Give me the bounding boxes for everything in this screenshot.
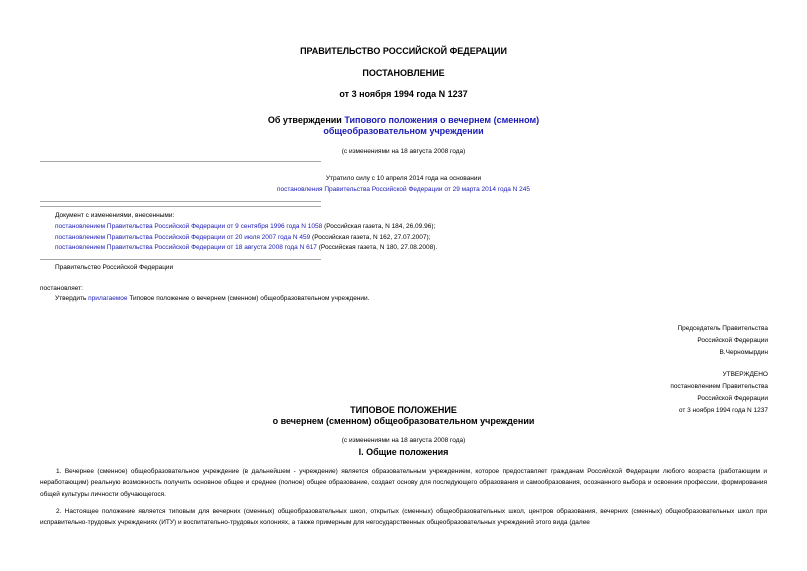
paragraph-1: 1. Вечернее (сменное) общеобразовательное учреждение (в дальнейшем - учреждение) является образовательным учреждением, которое предоставляет гражданам Российской Федерации любого возраста (работающим и неработающим) реальную возможность получить основное общее и среднее (полное) общее образование, создает основу для последующего образования и самообразования, осознанного выбора и освоения профессии, формирования общей культуры личности обучающегося. bbox=[40, 468, 767, 498]
signature-position: Председатель Правительства bbox=[677, 325, 768, 332]
approve-prefix: Утвердить bbox=[55, 295, 89, 302]
expired-basis-link[interactable]: постановления Правительства Российской Федерации от 29 марта 2014 года N 245 bbox=[276, 186, 531, 193]
signature-country: Российской Федерации bbox=[697, 337, 768, 344]
amendment-note: (с изменениями на 18 августа 2008 года) bbox=[341, 148, 466, 155]
amendment-source: (Российская газета, N 180, 27.08.2008). bbox=[316, 244, 438, 251]
title-prefix: Об утверждении bbox=[267, 115, 345, 125]
title-link[interactable]: Типового положения о вечернем (сменном) bbox=[344, 115, 540, 125]
government-heading: ПРАВИТЕЛЬСТВО РОССИЙСКОЙ ФЕДЕРАЦИИ bbox=[300, 46, 507, 56]
divider bbox=[40, 259, 321, 260]
approved-label: УТВЕРЖДЕНО bbox=[722, 371, 768, 378]
paragraph-2: 2. Настоящее положение является типовым для вечерних (сменных) общеобразовательных школ, открытых (сменных) общеобразовательных школ, центров образования, вечерних (сменных) общеобразовательных школ при исправительно-трудовых учреждениях (ИТУ) и воспитательно-трудовых колониях, а также примерным для негосударственных общеобразовательных учреждений этого вида (далее bbox=[40, 508, 767, 527]
document-type: ПОСТАНОВЛЕНИЕ bbox=[362, 68, 445, 78]
title-link-line2[interactable]: общеобразовательном учреждении bbox=[323, 126, 484, 136]
approved-by: постановлением Правительства bbox=[670, 383, 768, 390]
approved-date: от 3 ноября 1994 года N 1237 bbox=[678, 407, 768, 414]
amendment-link[interactable]: постановлением Правительства Российской Федерации от 20 июля 2007 года N 459 bbox=[55, 234, 311, 241]
government-line: Правительство Российской Федерации bbox=[55, 264, 174, 271]
approved-country: Российской Федерации bbox=[697, 395, 768, 402]
amendment-item bbox=[55, 234, 430, 241]
document-title bbox=[0, 115, 807, 125]
amendment-source: (Российская газета, N 162, 27.07.2007); bbox=[310, 234, 431, 241]
amendment-item bbox=[55, 223, 435, 230]
regulation-subtitle: о вечернем (сменном) общеобразовательном учреждении bbox=[272, 416, 535, 426]
decides-line: постановляет: bbox=[40, 285, 83, 292]
regulation-title: ТИПОВОЕ ПОЛОЖЕНИЕ bbox=[350, 405, 457, 415]
signature-name: В.Черномырдин bbox=[719, 349, 768, 356]
amendment-source: (Российская газета, N 184, 26.09.96); bbox=[322, 223, 436, 230]
amendment-link[interactable]: постановлением Правительства Российской Федерации от 18 августа 2008 года N 617 bbox=[55, 244, 317, 251]
amendment-item bbox=[55, 244, 437, 251]
divider bbox=[40, 161, 321, 162]
document-date-number: от 3 ноября 1994 года N 1237 bbox=[339, 89, 468, 99]
divider bbox=[40, 201, 321, 202]
section-heading: I. Общие положения bbox=[358, 447, 449, 457]
approve-rest: Типовое положение о вечернем (сменном) общеобразовательном учреждении. bbox=[127, 295, 370, 302]
amendment-link[interactable]: постановлением Правительства Российской Федерации от 9 сентября 1996 года N 1058 bbox=[55, 223, 323, 230]
divider bbox=[40, 206, 321, 207]
amendments-heading: Документ с изменениями, внесенными: bbox=[55, 212, 175, 219]
regulation-amendment-note: (с изменениями на 18 августа 2008 года) bbox=[341, 437, 466, 444]
expired-notice: Утратило силу с 10 апреля 2014 года на основании bbox=[325, 175, 482, 182]
approve-line bbox=[55, 295, 370, 302]
attached-regulation-link[interactable]: прилагаемое bbox=[88, 295, 128, 302]
